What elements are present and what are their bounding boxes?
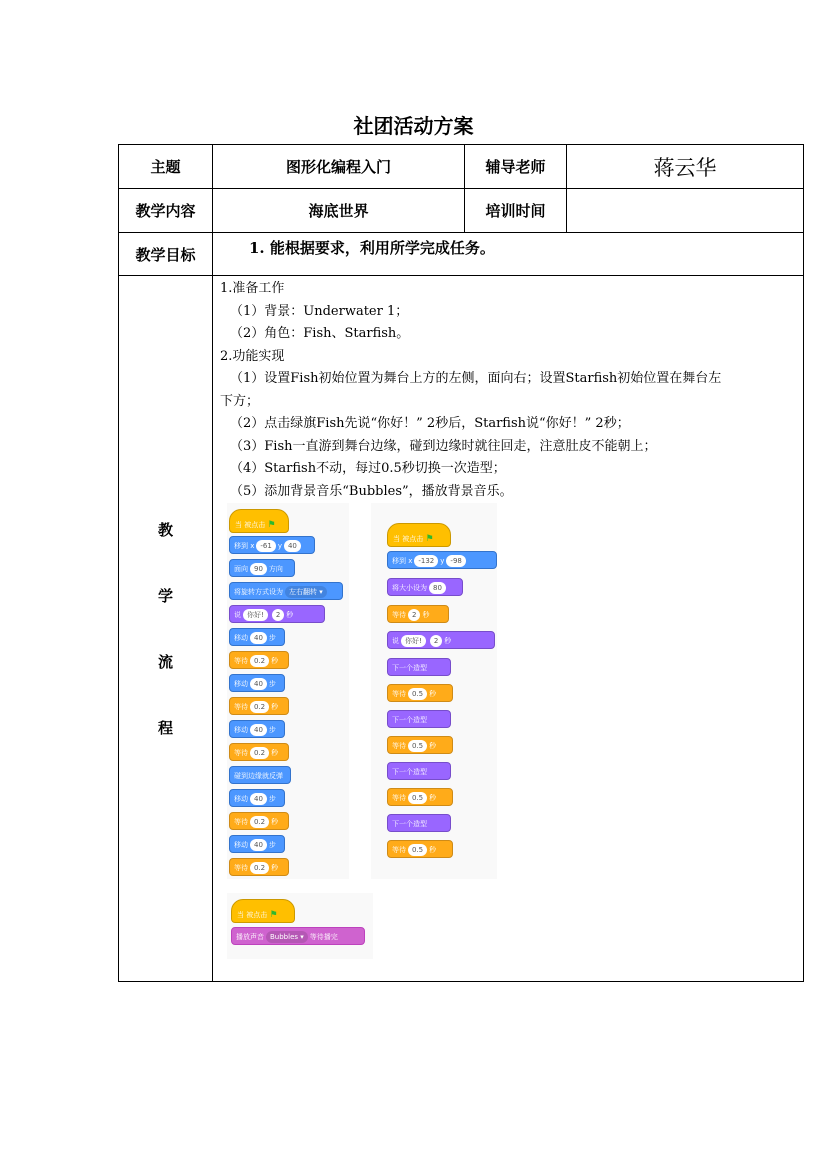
next-costume-block: 下一个造型 [387, 762, 451, 780]
table-row [119, 189, 804, 233]
time-label: 培训时间 [465, 189, 567, 233]
flow-text [213, 276, 803, 503]
say-for-secs-block: 说 你好! 2 秒 [387, 631, 495, 649]
move-steps-block: 移动 40 步 [229, 720, 285, 738]
flow-line: 2.功能实现 [220, 348, 285, 364]
point-direction-block: 面向 90 方向 [229, 559, 295, 577]
wait-block: 等待 0.5 秒 [387, 684, 453, 702]
table-row [119, 145, 804, 189]
goal-value: 1. 能根据要求，利用所学完成任务。 [213, 233, 804, 276]
bounce-block: 碰到边缘就反弹 [229, 766, 291, 784]
topic-label: 主题 [119, 145, 213, 189]
fish-script-panel [227, 503, 349, 879]
table-row [119, 233, 804, 276]
flow-line: （5）添加背景音乐“Bubbles”，播放背景音乐。 [230, 483, 513, 499]
move-steps-block: 移动 40 步 [229, 674, 285, 692]
wait-block: 等待 0.5 秒 [387, 736, 453, 754]
rotation-style-block: 将旋转方式设为 左右翻转 ▾ [229, 582, 343, 600]
flow-label-char: 教 [157, 520, 173, 539]
wait-block: 等待 0.2 秒 [229, 651, 289, 669]
green-flag-icon: ⚑ [425, 534, 434, 544]
teacher-label: 辅导老师 [465, 145, 567, 189]
when-flag-clicked-block: 当 被点击 ⚑ [231, 899, 295, 923]
sound-script-panel [227, 893, 373, 959]
set-size-block: 将大小设为 80 [387, 578, 463, 596]
flow-label-char: 学 [157, 586, 173, 605]
move-steps-block: 移动 40 步 [229, 789, 285, 807]
next-costume-block: 下一个造型 [387, 658, 451, 676]
flow-line: （1）设置Fish初始位置为舞台上方的左侧，面向右；设置Starfish初始位置在舞台左 [230, 371, 722, 386]
green-flag-icon: ⚑ [269, 910, 278, 920]
wait-block: 等待 0.2 秒 [229, 743, 289, 761]
table-row [119, 276, 804, 982]
when-flag-clicked-block: 当 被点击 ⚑ [387, 523, 451, 547]
page-title: 社团活动方案 [353, 114, 474, 138]
flow-label-char: 流 [157, 652, 173, 671]
flow-line: （1）背景：Underwater 1； [230, 303, 409, 319]
activity-plan-table [118, 144, 804, 982]
goal-label: 教学目标 [119, 233, 213, 276]
wait-block: 等待 2 秒 [387, 605, 449, 623]
flow-line: 1.准备工作 [220, 281, 285, 296]
flow-label [119, 276, 213, 982]
move-steps-block: 移动 40 步 [229, 835, 285, 853]
wait-block: 等待 0.5 秒 [387, 840, 453, 858]
time-value [567, 189, 804, 233]
topic-value: 图形化编程入门 [213, 145, 465, 189]
goto-xy-block: 移到 x -132 y -98 [387, 551, 497, 569]
when-flag-clicked-block: 当 被点击 ⚑ [229, 509, 289, 533]
next-costume-block: 下一个造型 [387, 710, 451, 728]
green-flag-icon: ⚑ [267, 520, 276, 530]
content-value: 海底世界 [213, 189, 465, 233]
flow-content [213, 276, 804, 982]
wait-block: 等待 0.2 秒 [229, 858, 289, 876]
teacher-value: 蒋云华 [567, 145, 804, 189]
move-steps-block: 移动 40 步 [229, 628, 285, 646]
flow-line: （2）点击绿旗Fish先说“你好！” 2秒后，Starfish说“你好！” 2秒； [230, 416, 630, 431]
next-costume-block: 下一个造型 [387, 814, 451, 832]
flow-line: 下方； [220, 393, 260, 409]
starfish-script-panel [371, 503, 497, 879]
goto-xy-block: 移到 x -61 y 40 [229, 536, 315, 554]
flow-line: （2）角色：Fish、Starfish。 [230, 326, 410, 341]
play-sound-until-done-block: 播放声音 Bubbles ▾ 等待播完 [231, 927, 365, 945]
wait-block: 等待 0.2 秒 [229, 697, 289, 715]
content-label: 教学内容 [119, 189, 213, 233]
flow-line: （4）Starfish不动，每过0.5秒切换一次造型； [230, 461, 506, 476]
script-screenshots [213, 503, 803, 981]
say-for-secs-block: 说 你好! 2 秒 [229, 605, 325, 623]
flow-label-char: 程 [157, 718, 173, 737]
flow-line: （3）Fish一直游到舞台边缘，碰到边缘时就往回走，注意肚皮不能朝上； [230, 438, 657, 454]
wait-block: 等待 0.2 秒 [229, 812, 289, 830]
wait-block: 等待 0.5 秒 [387, 788, 453, 806]
